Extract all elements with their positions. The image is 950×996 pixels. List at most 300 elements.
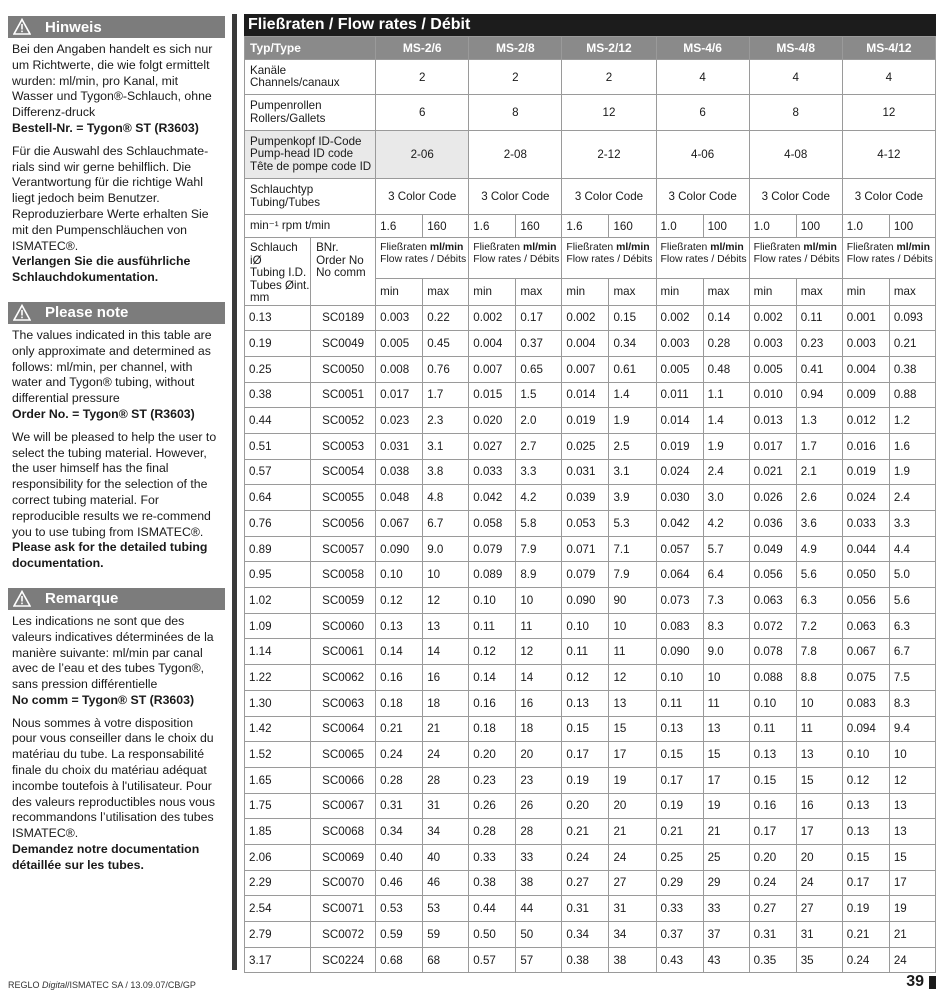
flow-max-cell: 6.3: [796, 588, 842, 614]
flow-min-cell: 0.10: [656, 665, 703, 691]
flow-rate-header-sub: Flow rates / Débits: [753, 254, 840, 265]
page-number: [906, 973, 936, 991]
model-header: MS-4/6: [656, 37, 749, 60]
flow-min-cell: 0.014: [656, 408, 703, 434]
table-row: [245, 562, 936, 588]
flow-max-cell: 10: [703, 665, 749, 691]
flow-max-cell: 15: [703, 742, 749, 768]
flow-max-cell: 1.1: [703, 382, 749, 408]
rpm-min-value: 1.6: [376, 215, 423, 238]
flow-min-cell: 0.11: [562, 639, 609, 665]
flow-min-cell: 0.38: [562, 947, 609, 973]
flow-max-cell: 24: [889, 947, 935, 973]
flow-max-cell: 1.3: [796, 408, 842, 434]
flow-max-cell: 28: [423, 767, 469, 793]
flow-min-cell: 0.007: [469, 356, 516, 382]
flow-min-cell: 0.15: [562, 716, 609, 742]
flow-max-cell: 0.41: [796, 356, 842, 382]
flow-min-cell: 0.002: [469, 305, 516, 331]
table-row: [245, 408, 936, 434]
flow-max-cell: 33: [516, 844, 562, 870]
flow-min-cell: 0.049: [749, 536, 796, 562]
tube-diameter-cell: 1.75: [245, 793, 311, 819]
flow-rate-header-text: Fließraten: [566, 242, 617, 253]
flow-min-cell: 0.001: [842, 305, 889, 331]
table-row: [245, 896, 936, 922]
flow-min-cell: 0.33: [656, 896, 703, 922]
flow-min-cell: 0.31: [376, 793, 423, 819]
order-no-cell: SC0058: [311, 562, 376, 588]
flow-max-cell: 11: [703, 690, 749, 716]
flow-min-cell: 0.005: [376, 331, 423, 357]
flow-min-cell: 0.078: [749, 639, 796, 665]
flow-max-cell: 0.48: [703, 356, 749, 382]
note-paragraph: [12, 328, 221, 423]
rpm-max-value: 160: [609, 215, 656, 238]
flow-max-cell: 19: [703, 793, 749, 819]
flow-min-cell: 0.007: [562, 356, 609, 382]
flow-rate-header-text: Fließraten: [660, 242, 711, 253]
flow-max-cell: 3.3: [889, 511, 935, 537]
table-row: [245, 742, 936, 768]
flow-min-cell: 0.016: [842, 433, 889, 459]
table-row: [245, 588, 936, 614]
table-row: [245, 716, 936, 742]
flow-min-cell: 0.13: [842, 819, 889, 845]
flow-max-cell: 24: [609, 844, 656, 870]
table-row: [245, 356, 936, 382]
flow-max-cell: 1.9: [609, 408, 656, 434]
flow-min-cell: 0.50: [469, 922, 516, 948]
note-bold-text: Verlangen Sie die ausführliche Schlauchdokumentation.: [12, 254, 191, 285]
flow-max-cell: 46: [423, 870, 469, 896]
flow-max-cell: 15: [796, 767, 842, 793]
flow-max-cell: 23: [516, 767, 562, 793]
tubing-row-value: 3 Color Code: [749, 179, 842, 215]
tube-diameter-cell: 0.13: [245, 305, 311, 331]
flow-max-cell: 18: [423, 690, 469, 716]
flow-min-cell: 0.18: [376, 690, 423, 716]
flow-min-cell: 0.031: [376, 433, 423, 459]
order-no-header: BNr. Order No No comm: [311, 238, 376, 306]
model-header: MS-4/12: [842, 37, 935, 60]
table-row: [245, 305, 936, 331]
model-header: MS-4/8: [749, 37, 842, 60]
flow-max-cell: 19: [889, 896, 935, 922]
order-no-cell: SC0052: [311, 408, 376, 434]
flow-max-cell: 1.6: [889, 433, 935, 459]
footer-product-italic: Digital: [42, 980, 68, 990]
flow-min-cell: 0.075: [842, 665, 889, 691]
flow-min-cell: 0.014: [562, 382, 609, 408]
flow-max-cell: 7.3: [703, 588, 749, 614]
flow-min-cell: 0.68: [376, 947, 423, 973]
flow-min-cell: 0.13: [656, 716, 703, 742]
flow-max-cell: 21: [609, 819, 656, 845]
flow-min-cell: 0.27: [562, 870, 609, 896]
flow-rate-header: [469, 238, 562, 279]
flow-max-cell: 5.0: [889, 562, 935, 588]
flow-min-cell: 0.37: [656, 922, 703, 948]
table-row: [245, 536, 936, 562]
flow-max-cell: 0.76: [423, 356, 469, 382]
max-header: max: [609, 278, 656, 305]
flow-min-cell: 0.20: [749, 844, 796, 870]
flow-max-cell: 13: [423, 613, 469, 639]
page-marker: [929, 976, 936, 989]
order-no-cell: SC0053: [311, 433, 376, 459]
flow-max-cell: 34: [423, 819, 469, 845]
flow-min-cell: 0.050: [842, 562, 889, 588]
flow-rate-header-text: Fließraten: [380, 242, 430, 253]
order-no-cell: SC0054: [311, 459, 376, 485]
flow-max-cell: 0.15: [609, 305, 656, 331]
note-heading-text: Remarque: [45, 590, 119, 608]
order-no-cell: SC0071: [311, 896, 376, 922]
flow-max-cell: 5.7: [703, 536, 749, 562]
rpm-max-value: 100: [889, 215, 935, 238]
order-no-cell: SC0067: [311, 793, 376, 819]
rollers-row-value: 6: [656, 95, 749, 131]
flow-min-cell: 0.19: [656, 793, 703, 819]
flow-max-cell: 27: [609, 870, 656, 896]
channels-row-value: 2: [469, 60, 562, 95]
flow-rate-header: [656, 238, 749, 279]
flow-max-cell: 2.1: [796, 459, 842, 485]
flow-rates-title: Fließraten / Flow rates / Débit: [244, 14, 936, 36]
tube-diameter-cell: 1.14: [245, 639, 311, 665]
flow-max-cell: 18: [516, 716, 562, 742]
flow-max-cell: 8.9: [516, 562, 562, 588]
flow-min-cell: 0.10: [749, 690, 796, 716]
flow-max-cell: 1.7: [423, 382, 469, 408]
flow-max-cell: 5.3: [609, 511, 656, 537]
table-row: [245, 331, 936, 357]
flow-min-cell: 0.042: [469, 485, 516, 511]
flow-min-cell: 0.57: [469, 947, 516, 973]
table-row: [245, 433, 936, 459]
flow-max-cell: 13: [889, 793, 935, 819]
note-heading: [8, 588, 225, 610]
flow-max-cell: 4.2: [516, 485, 562, 511]
flow-max-cell: 3.9: [609, 485, 656, 511]
order-no-cell: SC0064: [311, 716, 376, 742]
flow-max-cell: 0.22: [423, 305, 469, 331]
tube-diameter-cell: 1.30: [245, 690, 311, 716]
flow-min-cell: 0.21: [656, 819, 703, 845]
flow-max-cell: 11: [609, 639, 656, 665]
flow-min-cell: 0.13: [562, 690, 609, 716]
flow-rate-unit: ml/min: [803, 242, 837, 253]
flow-min-cell: 0.042: [656, 511, 703, 537]
flow-max-cell: 9.0: [423, 536, 469, 562]
tube-diameter-header: Schlauch iØ Tubing I.D. Tubes Øint. mm: [245, 238, 311, 306]
flow-max-cell: 0.21: [889, 331, 935, 357]
flow-min-cell: 0.063: [749, 588, 796, 614]
flow-min-cell: 0.017: [376, 382, 423, 408]
flow-max-cell: 4.9: [796, 536, 842, 562]
flow-min-cell: 0.11: [469, 613, 516, 639]
flow-max-cell: 7.2: [796, 613, 842, 639]
flow-max-cell: 31: [796, 922, 842, 948]
flow-min-cell: 0.31: [749, 922, 796, 948]
note-heading: [8, 302, 225, 324]
flow-max-cell: 68: [423, 947, 469, 973]
flow-max-cell: 21: [703, 819, 749, 845]
flow-max-cell: 33: [703, 896, 749, 922]
table-row: [245, 459, 936, 485]
flow-min-cell: 0.17: [749, 819, 796, 845]
flow-min-cell: 0.083: [842, 690, 889, 716]
flow-rate-unit: ml/min: [896, 242, 930, 253]
flow-min-cell: 0.35: [749, 947, 796, 973]
flow-max-cell: 17: [609, 742, 656, 768]
flow-max-cell: 4.4: [889, 536, 935, 562]
table-row: [245, 613, 936, 639]
table-row: [245, 690, 936, 716]
rollers-row-value: 12: [842, 95, 935, 131]
flow-max-cell: 34: [609, 922, 656, 948]
tube-diameter-cell: 1.22: [245, 665, 311, 691]
rpm-max-value: 160: [423, 215, 469, 238]
flow-min-cell: 0.020: [469, 408, 516, 434]
flow-min-cell: 0.090: [562, 588, 609, 614]
max-header: max: [516, 278, 562, 305]
flow-max-cell: 1.5: [516, 382, 562, 408]
flow-min-cell: 0.10: [469, 588, 516, 614]
rollers-row-value: 8: [469, 95, 562, 131]
flow-min-cell: 0.14: [376, 639, 423, 665]
flow-max-cell: 0.88: [889, 382, 935, 408]
flow-rate-header-sub: Flow rates / Débits: [846, 254, 933, 265]
flow-max-cell: 3.8: [423, 459, 469, 485]
flow-min-cell: 0.11: [749, 716, 796, 742]
max-header: max: [703, 278, 749, 305]
flow-min-cell: 0.11: [656, 690, 703, 716]
note-text: The values indicated in this table are only approximate and determined as follows: ml/min, per channel, with water and Tygon® tubing, without differential pressure: [12, 327, 212, 406]
flow-min-cell: 0.21: [562, 819, 609, 845]
tube-diameter-cell: 0.76: [245, 511, 311, 537]
flow-min-cell: 0.20: [562, 793, 609, 819]
tube-diameter-cell: 0.64: [245, 485, 311, 511]
tubing-row: [245, 179, 936, 215]
flow-min-cell: 0.003: [376, 305, 423, 331]
flow-max-cell: 3.1: [423, 433, 469, 459]
flow-rate-header: [562, 238, 656, 279]
flow-min-cell: 0.31: [562, 896, 609, 922]
tube-diameter-cell: 1.09: [245, 613, 311, 639]
model-header: MS-2/8: [469, 37, 562, 60]
flow-max-cell: 1.4: [609, 382, 656, 408]
flow-min-cell: 0.19: [842, 896, 889, 922]
flow-min-cell: 0.090: [656, 639, 703, 665]
tube-diameter-cell: 0.38: [245, 382, 311, 408]
flow-max-cell: 5.6: [889, 588, 935, 614]
tube-diameter-cell: 0.19: [245, 331, 311, 357]
order-no-cell: SC0072: [311, 922, 376, 948]
flow-max-cell: 17: [796, 819, 842, 845]
max-header: max: [889, 278, 935, 305]
flow-rate-unit: ml/min: [429, 242, 464, 253]
column-divider: [232, 14, 237, 970]
order-no-cell: SC0060: [311, 613, 376, 639]
flow-min-cell: 0.031: [562, 459, 609, 485]
rpm-label: min⁻¹ rpm t/min: [245, 215, 376, 238]
flow-max-cell: 6.4: [703, 562, 749, 588]
flow-max-cell: 12: [423, 588, 469, 614]
flow-min-cell: 0.004: [562, 331, 609, 357]
rpm-max-value: 100: [796, 215, 842, 238]
notes-column: [8, 16, 225, 881]
flow-max-cell: 0.45: [423, 331, 469, 357]
flow-max-cell: 0.17: [516, 305, 562, 331]
order-no-cell: SC0066: [311, 767, 376, 793]
flow-min-cell: 0.013: [749, 408, 796, 434]
flow-min-cell: 0.053: [562, 511, 609, 537]
flow-max-cell: 24: [423, 742, 469, 768]
table-row: [245, 947, 936, 973]
flow-rate-header-sub: Flow rates / Débits: [660, 254, 747, 265]
flow-rate-header: [842, 238, 935, 279]
flow-min-cell: 0.10: [842, 742, 889, 768]
flow-min-cell: 0.44: [469, 896, 516, 922]
flow-min-cell: 0.003: [842, 331, 889, 357]
flow-max-cell: 44: [516, 896, 562, 922]
idcode-row-value: 2-12: [562, 131, 656, 179]
flow-min-cell: 0.004: [469, 331, 516, 357]
flow-max-cell: 35: [796, 947, 842, 973]
flow-max-cell: 19: [609, 767, 656, 793]
flow-min-cell: 0.27: [749, 896, 796, 922]
note-bold-text: Demandez notre documentation détaillée sur les tubes.: [12, 842, 200, 872]
flow-max-cell: 40: [423, 844, 469, 870]
flow-min-cell: 0.21: [842, 922, 889, 948]
flow-rates-section: [244, 14, 936, 973]
tube-diameter-cell: 3.17: [245, 947, 311, 973]
table-row: [245, 870, 936, 896]
flow-max-cell: 14: [516, 665, 562, 691]
flow-min-cell: 0.24: [749, 870, 796, 896]
flow-max-cell: 17: [889, 870, 935, 896]
rollers-row-value: 12: [562, 95, 656, 131]
flow-max-cell: 6.7: [889, 639, 935, 665]
flow-min-cell: 0.063: [842, 613, 889, 639]
note-heading-text: Please note: [45, 304, 129, 322]
order-no-cell: SC0057: [311, 536, 376, 562]
note-text: We will be pleased to help the user to select the tubing material. However, the user himself has the final responsibility for the selection of the correct tubing material. For reproducible results we re-commend you to use tubing from ISMATEC®.: [12, 429, 217, 539]
table-row: [245, 485, 936, 511]
flow-min-cell: 0.23: [469, 767, 516, 793]
type-header: Typ/Type: [245, 37, 376, 60]
flow-min-cell: 0.002: [749, 305, 796, 331]
flow-min-cell: 0.015: [469, 382, 516, 408]
flow-min-cell: 0.12: [469, 639, 516, 665]
flow-min-cell: 0.024: [842, 485, 889, 511]
order-no-cell: SC0069: [311, 844, 376, 870]
channels-row-label: Kanäle Channels/canaux: [245, 60, 376, 95]
flow-min-cell: 0.039: [562, 485, 609, 511]
flow-min-cell: 0.005: [656, 356, 703, 382]
flow-max-cell: 13: [609, 690, 656, 716]
flow-min-cell: 0.15: [749, 767, 796, 793]
flow-min-cell: 0.038: [376, 459, 423, 485]
flow-min-cell: 0.34: [562, 922, 609, 948]
flow-min-cell: 0.28: [376, 767, 423, 793]
note-body: [8, 38, 225, 286]
min-header: min: [842, 278, 889, 305]
flow-max-cell: 2.4: [889, 485, 935, 511]
flow-max-cell: 28: [516, 819, 562, 845]
flow-max-cell: 7.8: [796, 639, 842, 665]
tube-diameter-cell: 2.29: [245, 870, 311, 896]
flow-min-cell: 0.17: [562, 742, 609, 768]
flow-rate-header-sub: Flow rates / Débits: [566, 254, 653, 265]
rollers-row-value: 6: [376, 95, 469, 131]
tubing-row-value: 3 Color Code: [842, 179, 935, 215]
flow-max-cell: 90: [609, 588, 656, 614]
flow-min-cell: 0.033: [469, 459, 516, 485]
flow-min-cell: 0.12: [562, 665, 609, 691]
flow-max-cell: 3.0: [703, 485, 749, 511]
flow-min-cell: 0.003: [656, 331, 703, 357]
order-no-cell: SC0056: [311, 511, 376, 537]
flow-rate-unit: ml/min: [522, 242, 557, 253]
channels-row: [245, 60, 936, 95]
rollers-row-label: Pumpenrollen Rollers/Gallets: [245, 95, 376, 131]
order-no-cell: SC0051: [311, 382, 376, 408]
flow-max-cell: 0.65: [516, 356, 562, 382]
table-row: [245, 767, 936, 793]
tubing-row-label: Schlauchtyp Tubing/Tubes: [245, 179, 376, 215]
flow-min-cell: 0.17: [842, 870, 889, 896]
flow-min-cell: 0.010: [749, 382, 796, 408]
flow-min-cell: 0.53: [376, 896, 423, 922]
table-row: [245, 382, 936, 408]
note-text: Les indications ne sont que des valeurs indicatives déterminées de la manière suivante: ml/min par canal avec de l’eau et des tubes Tygon®, sans pression différentielle: [12, 613, 214, 692]
flow-max-cell: 0.11: [796, 305, 842, 331]
flow-max-cell: 5.8: [516, 511, 562, 537]
flow-max-cell: 31: [423, 793, 469, 819]
flow-min-cell: 0.12: [842, 767, 889, 793]
flow-max-cell: 2.3: [423, 408, 469, 434]
flow-min-cell: 0.033: [842, 511, 889, 537]
flow-max-cell: 4.8: [423, 485, 469, 511]
channels-row-value: 4: [656, 60, 749, 95]
flow-min-cell: 0.15: [656, 742, 703, 768]
flow-min-cell: 0.13: [749, 742, 796, 768]
note-text: Bei den Angaben handelt es sich nur um Richtwerte, die wie folgt ermittelt wurden: ml/min, pro Kanal, mit Wasser und Tygon®-Schlauch, ohne Differenz-druck: [12, 42, 213, 120]
flow-min-cell: 0.056: [842, 588, 889, 614]
flow-rate-unit: ml/min: [710, 242, 744, 253]
flow-min-cell: 0.18: [469, 716, 516, 742]
min-header: min: [656, 278, 703, 305]
flow-min-cell: 0.24: [376, 742, 423, 768]
flow-max-cell: 0.94: [796, 382, 842, 408]
rpm-min-value: 1.6: [562, 215, 609, 238]
channels-row-value: 4: [749, 60, 842, 95]
flow-min-cell: 0.20: [469, 742, 516, 768]
flow-min-cell: 0.10: [562, 613, 609, 639]
note-paragraph: [12, 430, 221, 572]
flow-max-cell: 2.6: [796, 485, 842, 511]
flow-max-cell: 3.1: [609, 459, 656, 485]
flow-min-cell: 0.009: [842, 382, 889, 408]
footer-reference: [8, 980, 196, 990]
flow-min-cell: 0.071: [562, 536, 609, 562]
flow-max-cell: 10: [516, 588, 562, 614]
flow-min-cell: 0.090: [376, 536, 423, 562]
flow-max-cell: 6.3: [889, 613, 935, 639]
